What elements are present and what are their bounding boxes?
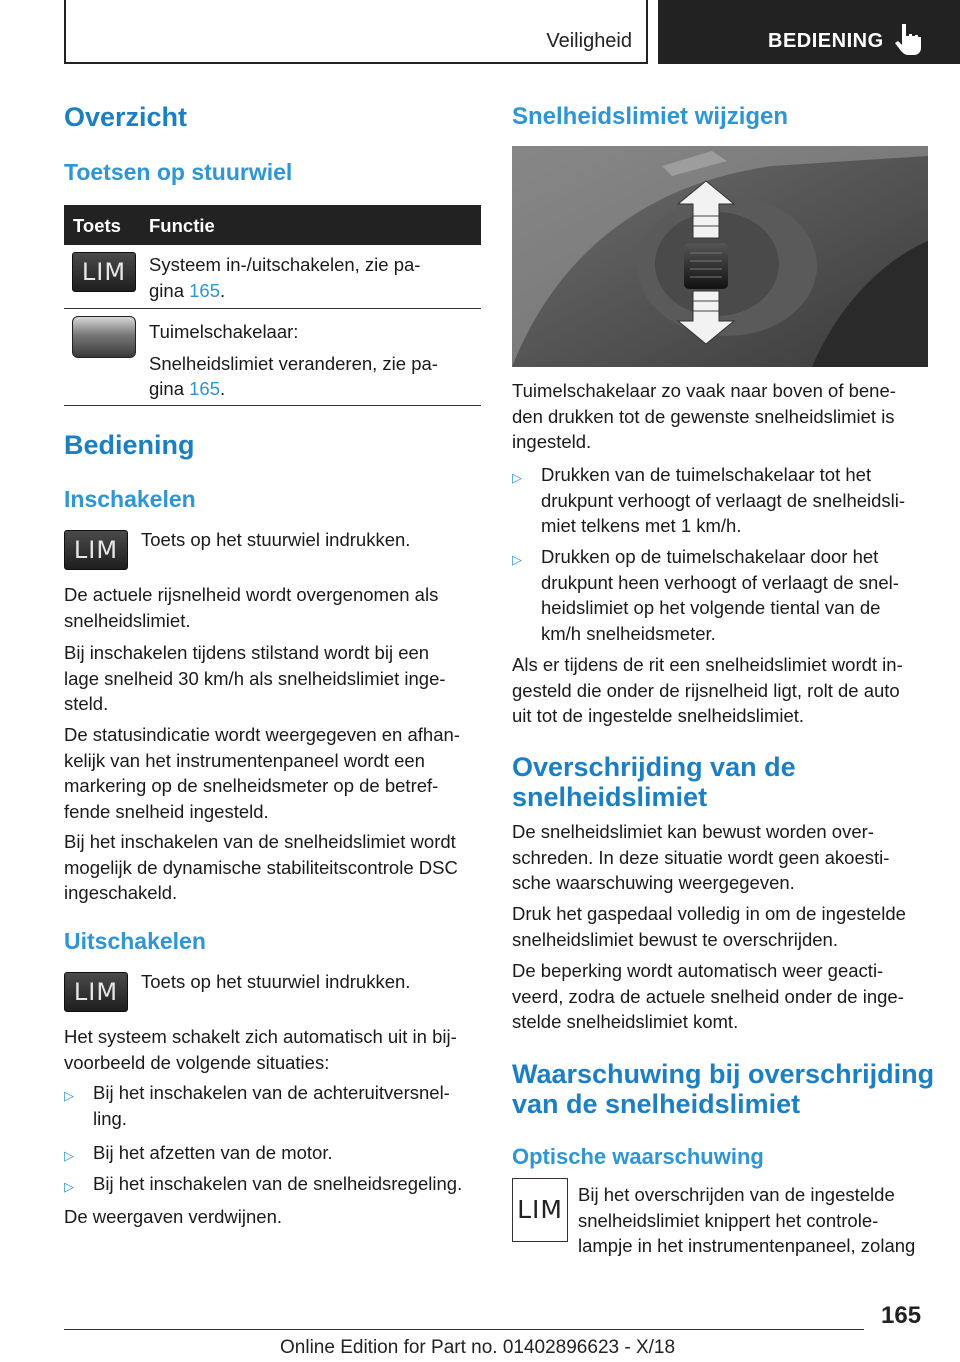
inschakelen-action: Toets op het stuurwiel indrukken. [141, 529, 411, 550]
col-functie: Functie [149, 215, 215, 236]
row1-line2 [149, 278, 420, 304]
lim-button-icon: LIM [64, 530, 128, 570]
list-item: ▷ Bij het inschakelen van de snelheidsregeling. [64, 1171, 484, 1197]
page-number: 165 [881, 1302, 922, 1329]
row2-line2 [149, 376, 438, 402]
footer-rule [64, 1329, 864, 1330]
pointing-hand-icon [894, 22, 924, 56]
triangle-bullet-icon: ▷ [64, 1088, 74, 1103]
uitschakelen-action: Toets op het stuurwiel indrukken. [141, 971, 411, 992]
triangle-bullet-icon: ▷ [64, 1148, 74, 1163]
row2-line1: Snelheidslimiet veranderen, zie pa- [149, 352, 438, 374]
table-bottom-rule [64, 405, 481, 406]
waarschuwing-heading: Waarschuwing bij overschrijding van de snelheidslimiet [512, 1059, 935, 1119]
col-toets: Toets [73, 215, 121, 236]
optisch-heading: Optische waarschuwing [512, 1144, 764, 1169]
lim-button-icon: LIM [72, 252, 136, 292]
toetsen-heading: Toetsen op stuurwiel [64, 159, 293, 185]
table-divider [64, 308, 481, 309]
paragraph: Tuimelschakelaar zo vaak naar boven of bene- den drukken tot de gewenste snelheidslimiet is ingesteld. [512, 380, 896, 452]
paragraph: Bij inschakelen tijdens stilstand wordt bij een lage snelheid 30 km/h als snelheidslimiet inge- steld. [64, 642, 446, 714]
list-item: ▷ Drukken op de tuimelschakelaar door het drukpunt heen verhoogt of verlaagt de snel- heidslimiet op het volgende tiental van de km/h snelheidsmeter. [512, 546, 899, 644]
rocker-switch-icon [72, 316, 136, 358]
overschrijding-heading: Overschrijding van de snelheidslimiet [512, 752, 796, 812]
table-row-1-text [149, 252, 420, 303]
lim-indicator-icon: LIM [512, 1178, 568, 1242]
inschakelen-heading: Inschakelen [64, 486, 196, 512]
paragraph: Bij het inschakelen van de snelheidslimiet wordt mogelijk de dynamische stabiliteitscontrole DSC ingeschakeld. [64, 831, 458, 903]
lim-button-icon: LIM [64, 972, 128, 1012]
overzicht-heading: Overzicht [64, 102, 188, 132]
row2-prefix: gina [149, 378, 190, 399]
table-header [64, 205, 481, 245]
triangle-bullet-icon: ▷ [64, 1179, 74, 1194]
row1-line1: Systeem in-/uitschakelen, zie pa- [149, 254, 421, 275]
triangle-bullet-icon: ▷ [512, 470, 522, 485]
row1-prefix: gina [149, 279, 190, 301]
triangle-bullet-icon: ▷ [512, 552, 522, 567]
wijzigen-heading: Snelheidslimiet wijzigen [512, 103, 789, 130]
bediening-heading: Bediening [64, 430, 195, 460]
paragraph: De statusindicatie wordt weergegeven en afhan- kelijk van het instrumentenpaneel wordt een markering op de snelheidsmeter op de betref- fende snelheid ingesteld. [64, 724, 460, 822]
row2-suffix: . [220, 378, 226, 399]
list-item: ▷ Bij het afzetten van de motor. [64, 1140, 484, 1166]
steering-wheel-illustration [512, 146, 928, 367]
list-item: ▷ Bij het inschakelen van de achteruitversnel- ling. [64, 1082, 450, 1129]
paragraph: Als er tijdens de rit een snelheidslimiet wordt in- gesteld die onder de rijsnelheid ligt, rolt de auto uit tot de ingestelde snelheidslimiet. [512, 654, 903, 726]
uitschakelen-heading: Uitschakelen [64, 928, 206, 954]
steering-wheel-photo [512, 146, 928, 367]
paragraph: De beperking wordt automatisch weer geacti- veerd, zodra de actuele snelheid onder de inge- stelde snelheidslimiet komt. [512, 960, 904, 1032]
paragraph: De snelheidslimiet kan bewust worden over- schreden. In deze situatie wordt geen akoesti- sche waarschuwing weergegeven. [512, 821, 890, 893]
paragraph: De actuele rijsnelheid wordt overgenomen als snelheidslimiet. [64, 584, 439, 631]
row1-suffix: . [220, 279, 226, 301]
table-row-2-text [149, 319, 438, 402]
paragraph: Het systeem schakelt zich automatisch uit in bij- voorbeeld de volgende situaties: [64, 1026, 457, 1073]
footer-edition: Online Edition for Part no. 01402896623 - X/18 [280, 1337, 676, 1358]
header-chapter-box [658, 0, 960, 64]
header-chapter-label: BEDIENING [768, 30, 884, 52]
list-item: ▷ Drukken van de tuimelschakelaar tot het drukpunt verhoogt of verlaagt de snelheidsli- miet telkens met 1 km/h. [512, 464, 906, 536]
row2-pre: Tuimelschakelaar: [149, 321, 299, 342]
row1-page-link[interactable]: 165 [189, 279, 220, 301]
header-section-label: Veiligheid [546, 30, 632, 52]
row2-page-link[interactable]: 165 [189, 378, 220, 399]
paragraph: De weergaven verdwijnen. [64, 1206, 283, 1227]
header-section-box [64, 0, 648, 64]
paragraph: Druk het gaspedaal volledig in om de ingestelde snelheidslimiet bewust te overschrijden. [512, 903, 906, 950]
paragraph: Bij het overschrijden van de ingestelde snelheidslimiet knippert het controle- lampje in het instrumentenpaneel, zolang [578, 1184, 916, 1256]
